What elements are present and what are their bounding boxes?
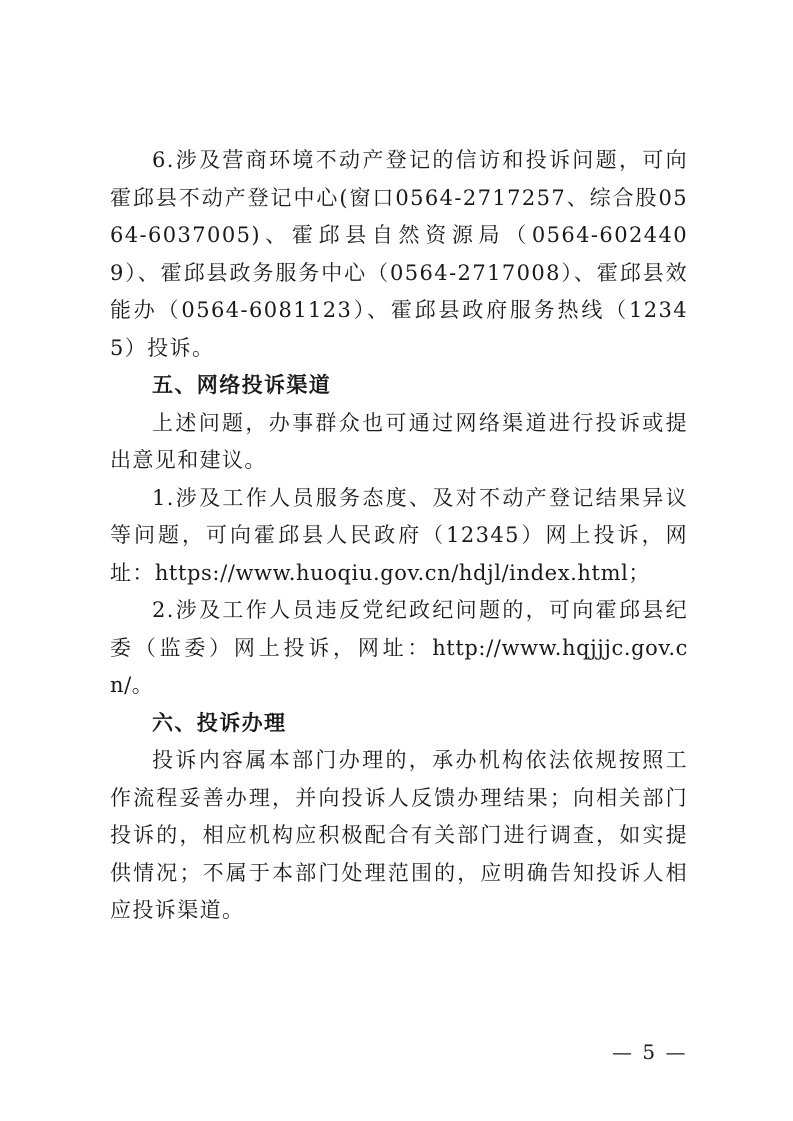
section-5-item-1-text: 1.涉及工作人员服务态度、及对不动产登记结果异议等问题，可向霍邱县人民政府（12345）网上投诉，网址： [110, 485, 688, 585]
section-5-item-1 [110, 480, 688, 593]
document-body [110, 142, 688, 930]
section-5-intro: 上述问题，办事群众也可通过网络渠道进行投诉或提出意见和建议。 [110, 410, 688, 472]
section-5-item-2-text: 2.涉及工作人员违反党纪政纪问题的，可向霍邱县纪委（监委）网上投诉，网址： [110, 598, 688, 660]
section-6-body: 投诉内容属本部门办理的，承办机构依法依规按照工作流程妥善办理，并向投诉人反馈办理结果；向相关部门投诉的，相应机构应积极配合有关部门进行调查，如实提供情况；不属于本部门处理范围的，应明确告知投诉人相应投诉渠道。 [110, 748, 688, 922]
section-5-heading: 五、网络投诉渠道 [152, 373, 332, 397]
section-5-item-2 [110, 592, 688, 705]
paragraph-item-6: 6.涉及营商环境不动产登记的信访和投诉问题，可向霍邱县不动产登记中心(窗口0564-2717257、综合股0564-6037005)、霍邱县自然资源局（0564-6024409）、霍邱县政务服务中心（0564-2717008）、霍邱县效能办（0564-6081123）、霍邱县政府服务热线（12345）投诉。 [110, 148, 688, 360]
page-number: — 5 — [612, 1040, 688, 1064]
section-5-item-2-url: http://www.hqjjjc.gov.cn/。 [110, 635, 688, 697]
section-5-item-1-url: https://www.huoqiu.gov.cn/hdjl/index.html； [154, 560, 651, 585]
section-6-heading: 六、投诉办理 [152, 710, 287, 735]
